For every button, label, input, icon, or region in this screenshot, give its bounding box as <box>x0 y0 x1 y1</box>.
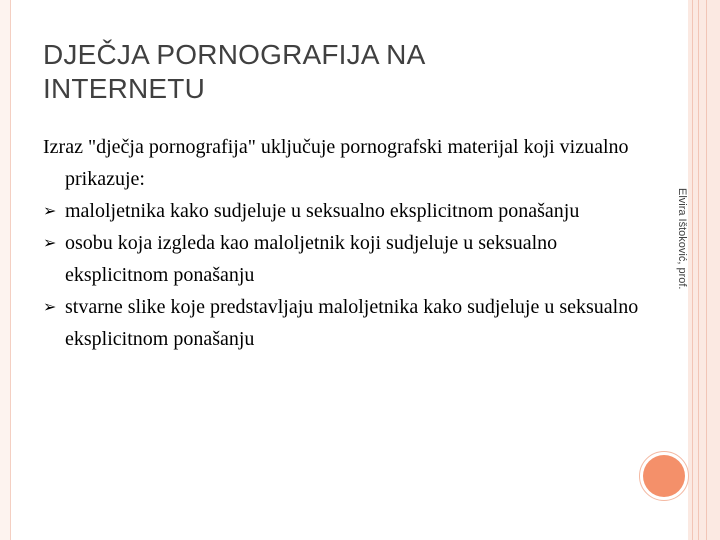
slide-title <box>43 38 563 106</box>
frame-line-3 <box>706 0 707 540</box>
frame-line-2 <box>698 0 699 540</box>
bullet-text-3: stvarne slike koje predstavljaju maloljetnika kako sudjeluje u seksualno eksplicitnom ponašanju <box>65 296 639 350</box>
bullet-item-3 <box>43 291 643 355</box>
arrow-bullet-icon: ➢ <box>43 201 57 220</box>
author-credit: Elvira Ištoković, prof. <box>676 188 688 290</box>
bullet-text-2: osobu koja izgleda kao maloljetnik koji sudjeluje u seksualno eksplicitnom ponašanju <box>65 232 558 286</box>
slide-title-line-2: INTERNETU <box>43 73 206 104</box>
slide-body <box>43 131 643 355</box>
bullet-item-2 <box>43 227 643 291</box>
intro-text: Izraz "dječja pornografija" uključuje pornografski materijal koji vizualno prikazuje: <box>43 136 629 190</box>
decorative-circle-icon <box>643 455 685 497</box>
arrow-bullet-icon: ➢ <box>43 297 57 316</box>
arrow-bullet-icon: ➢ <box>43 233 57 252</box>
left-frame-strip <box>0 0 11 540</box>
frame-line-1 <box>692 0 693 540</box>
bullet-text-1: maloljetnika kako sudjeluje u seksualno eksplicitnom ponašanju <box>65 200 580 222</box>
slide-title-line-1: DJEČJA PORNOGRAFIJA NA <box>43 39 426 70</box>
bullet-item-1 <box>43 195 643 227</box>
